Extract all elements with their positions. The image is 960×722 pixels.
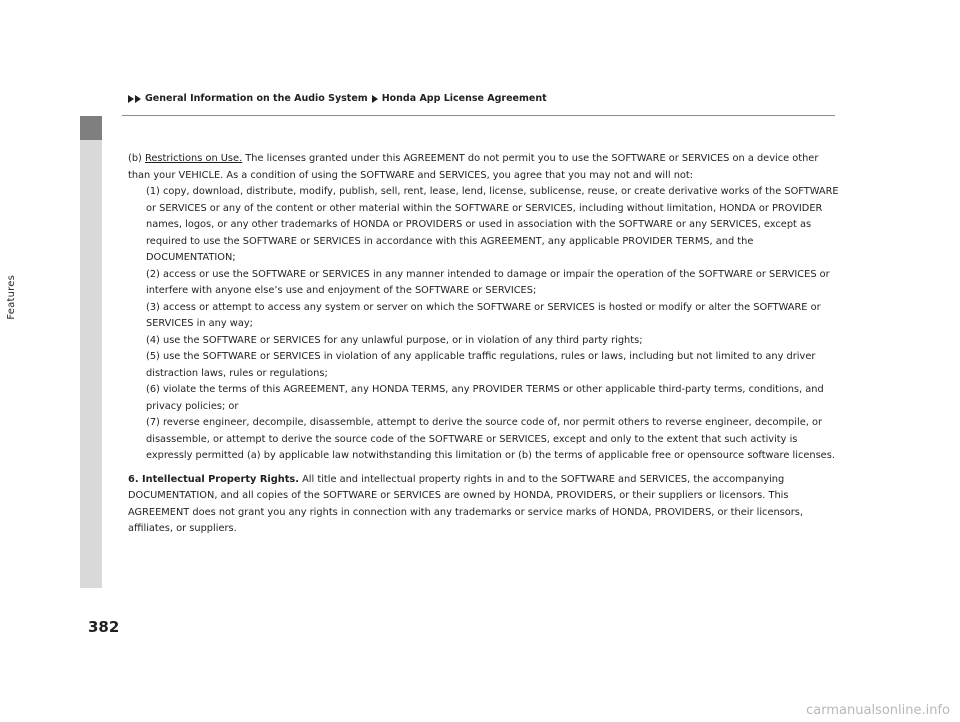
restrictions-text: The licenses granted under this AGREEMENT do not permit you to use the SOFTWARE or SERVICES on a device other than your VEHICLE. As a condition of using the SOFTWARE and SERVICES, you agree that you may not and will not: — [128, 153, 819, 181]
side-tab-marker — [80, 116, 102, 140]
breadcrumb-item-audio-system[interactable]: General Information on the Audio System — [145, 93, 368, 104]
breadcrumb-arrow-icon — [128, 95, 142, 103]
page-number: 382 — [88, 618, 120, 636]
list-item: (5) use the SOFTWARE or SERVICES in violation of any applicable traffic regulations, rules or laws, including but not limited to any driver distraction laws, rules or regulations; — [146, 351, 816, 379]
header-divider — [122, 115, 835, 116]
section-heading: 6. Intellectual Property Rights. — [128, 473, 299, 485]
section-label: Features — [6, 275, 17, 320]
breadcrumb-arrow-icon — [372, 95, 379, 103]
document-body — [128, 151, 840, 538]
list-item: (2) access or use the SOFTWARE or SERVICES in any manner intended to damage or impair the operation of the SOFTWARE or SERVICES or interfere with anyone else’s use and enjoyment of the SOFTWARE or SERVICES; — [146, 268, 830, 296]
paragraph-restrictions — [128, 151, 840, 184]
restrictions-heading: Restrictions on Use. — [144, 153, 243, 164]
list-item: (4) use the SOFTWARE or SERVICES for any unlawful purpose, or in violation of any third party rights; — [146, 334, 643, 346]
list-item: (6) violate the terms of this AGREEMENT, any HONDA TERMS, any PROVIDER TERMS or other applicable third-party terms, conditions, and privacy policies; or — [146, 384, 824, 412]
list-item: (3) access or attempt to access any system or server on which the SOFTWARE or SERVICES is hosted or modify or alter the SOFTWARE or SERVICES in any way; — [146, 301, 821, 329]
breadcrumb-item-license-agreement[interactable]: Honda App License Agreement — [381, 93, 547, 104]
paragraph-intellectual-property — [128, 472, 840, 538]
item-prefix: (b) — [128, 153, 145, 164]
breadcrumb — [128, 93, 547, 104]
list-item: (7) reverse engineer, decompile, disassemble, attempt to derive the source code of, nor permit others to reverse engineer, decompile, or disassemble, or attempt to derive the source code of the SOFTWARE or SERVICES, except and only to the extent that such activity is expressly permitted (a) by applicable law notwithstanding this limitation or (b) the terms of applicable free or opensource software licenses. — [146, 417, 835, 461]
watermark: carmanualsonline.info — [806, 703, 950, 718]
section-text: All title and intellectual property rights in and to the SOFTWARE and SERVICES, the accompanying DOCUMENTATION, and all copies of the SOFTWARE or SERVICES are owned by HONDA, PROVIDERS, or their suppliers or licensors. This AGREEMENT does not grant you any rights in connection with any trademarks or service marks of HONDA, PROVIDERS, or their licensors, affiliates, or suppliers. — [128, 473, 804, 534]
list-item: (1) copy, download, distribute, modify, publish, sell, rent, lease, lend, license, sublicense, reuse, or create derivative works of the SOFTWARE or SERVICES or any of the content or other material within the SOFTWARE or SERVICES, including without limitation, HONDA or PROVIDER names, logos, or any other trademarks of HONDA or PROVIDERS or used in association with the SOFTWARE or any SERVICES, except as required to use the SOFTWARE or SERVICES in accordance with this AGREEMENT, any applicable PROVIDER TERMS, and the DOCUMENTATION; — [146, 186, 839, 263]
section-side-tab — [80, 116, 102, 588]
